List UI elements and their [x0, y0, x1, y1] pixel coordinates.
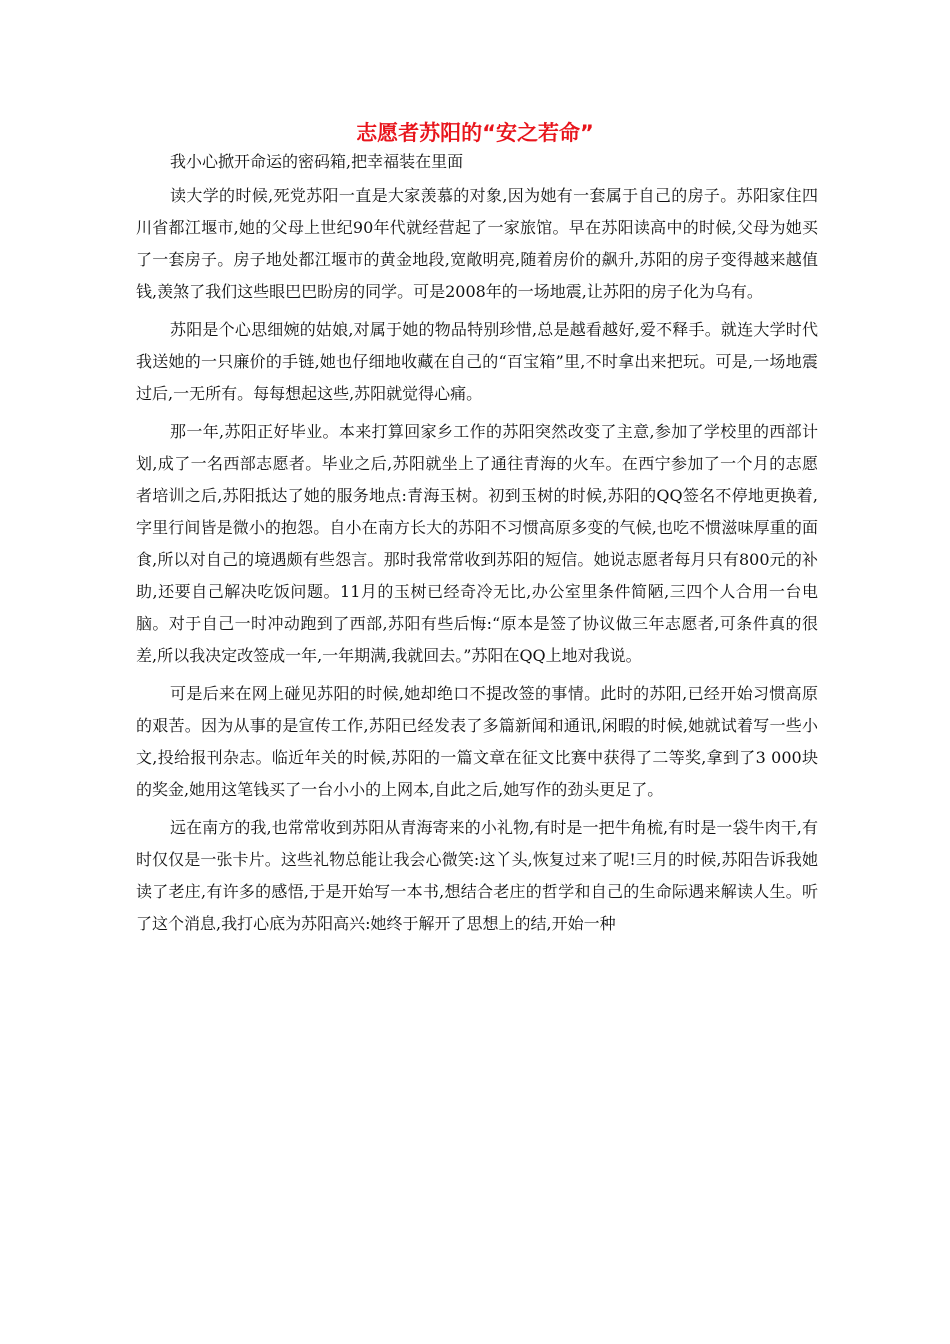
paragraph: 那一年,苏阳正好毕业。本来打算回家乡工作的苏阳突然改变了主意,参加了学校里的西部计划,成了一名西部志愿者。毕业之后,苏阳就坐上了通往青海的火车。在西宁参加了一个月的志愿者培训之后,苏阳抵达了她的服务地点:青海玉树。初到玉树的时候,苏阳的QQ签名不停地更换着,字里行间皆是微小的抱怨。自小在南方长大的苏阳不习惯高原多变的气候,也吃不惯滋味厚重的面食,所以对自己的境遇颇有些怨言。那时我常常收到苏阳的短信。她说志愿者每月只有800元的补助,还要自己解决吃饭问题。11月的玉树已经奇冷无比,办公室里条件简陋,三四个人合用一台电脑。对于自己一时冲动跑到了西部,苏阳有些后悔:“原本是签了协议做三年志愿者,可条件真的很差,所以我决定改签成一年,一年期满,我就回去。”苏阳在QQ上地对我说。: [136, 422, 818, 665]
paragraph: 可是后来在网上碰见苏阳的时候,她却绝口不提改签的事情。此时的苏阳,已经开始习惯高原的艰苦。因为从事的是宣传工作,苏阳已经发表了多篇新闻和通讯,闲暇的时候,她就试着写一些小文,投给报刊杂志。临近年关的时候,苏阳的一篇文章在征文比赛中获得了二等奖,拿到了3 000块的奖金,她用这笔钱买了一台小小的上网本,自此之后,她写作的劲头更足了。: [136, 684, 818, 799]
article-title: 志愿者苏阳的“安之若命”: [356, 121, 594, 145]
paragraph: 远在南方的我,也常常收到苏阳从青海寄来的小礼物,有时是一把牛角梳,有时是一袋牛肉干,有时仅仅是一张卡片。这些礼物总能让我会心微笑:这丫头,恢复过来了呢!三月的时候,苏阳告诉我她读了老庄,有许多的感悟,于是开始写一本书,想结合老庄的哲学和自己的生命际遇来解读人生。听了这个消息,我打心底为苏阳高兴:她终于解开了思想上的结,开始一种: [136, 818, 818, 933]
article-subtitle: 我小心掀开命运的密码箱,把幸福装在里面: [170, 152, 464, 171]
paragraph: 读大学的时候,死党苏阳一直是大家羡慕的对象,因为她有一套属于自己的房子。苏阳家住四川省都江堰市,她的父母上世纪90年代就经营起了一家旅馆。早在苏阳读高中的时候,父母为她买了一套房子。房子地处都江堰市的黄金地段,宽敞明亮,随着房价的飙升,苏阳的房子变得越来越值钱,羡煞了我们这些眼巴巴盼房的同学。可是2008年的一场地震,让苏阳的房子化为乌有。: [136, 186, 818, 301]
article-body: [136, 180, 818, 946]
paragraph: 苏阳是个心思细婉的姑娘,对属于她的物品特别珍惜,总是越看越好,爱不释手。就连大学时代我送她的一只廉价的手链,她也仔细地收藏在自己的“百宝箱”里,不时拿出来把玩。可是,一场地震过后,一无所有。每每想起这些,苏阳就觉得心痛。: [136, 320, 818, 403]
